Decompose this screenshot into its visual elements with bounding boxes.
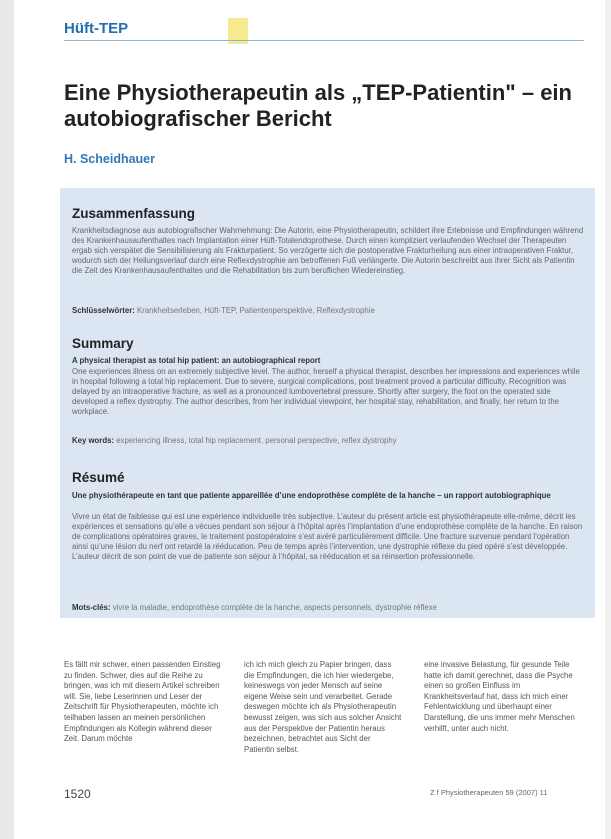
section-divider	[64, 40, 584, 41]
summary-heading: Summary	[72, 336, 134, 351]
keywords-text: experiencing illness, total hip replacement, personal perspective, reflex dystrophy	[116, 436, 397, 445]
keywords-label: Schlüsselwörter:	[72, 306, 135, 315]
resume-subtitle: Une physiothérapeute en tant que patiente appareillée d’une endoprothèse complète de la hanche – un rapport autobiographique	[72, 491, 551, 500]
zusammenfassung-keywords	[72, 306, 584, 316]
body-column-3: eine invasive Belastung, für gesunde Teile hatte ich damit gerechnet, dass die Psyche einen so großen Einfluss im Krankheitsverlauf hat, dass ich mich einer Fehlentwicklung und überhaupt einer Darstellung, die uns immer mehr Menschen verhilft, unter auch nicht.	[424, 660, 575, 733]
body-column-2: ich ich mich gleich zu Papier bringen, dass die Empfindungen, die ich hier wiedergebe, keineswegs von jeder Mensch auf seine eigene Weise sein und verarbeitet. Gerade deswegen möchte ich als Physiotherapeutin bewusst zeigen, was sich aus solcher Ansicht aus der Perspektive der Patientin heraus bezeichnen, betrachtet aus Sicht der Patientin selbst.	[244, 660, 402, 754]
body-column-1: Es fällt mir schwer, einen passenden Einstieg zu finden. Schwer, dies auf die Reihe zu bringen, was ich mit diesem Artikel schreiben will. Sie, liebe Leserinnen und Leser der Zeitschrift für Physiotherapeuten, möchte ich teilhaben lassen an meinen persönlichen Empfindungen als Kollegin während dieser Zeit. Darum möchte	[64, 660, 221, 744]
scan-edge-left	[0, 0, 14, 839]
journal-citation: Z f Physiotherapeuten 59 (2007) 11	[430, 788, 548, 797]
article-title: Eine Physiotherapeutin als „TEP-Patientin" – ein autobiografischer Bericht	[64, 80, 572, 131]
zusammenfassung-heading: Zusammenfassung	[72, 206, 196, 221]
summary-body: One experiences illness on an extremely subjective level. The author, herself a physical therapist, describes her impressions and experiences while in hospital following a total hip replacement. Due to severe, surgical complications, post treatment proved a particular difficulty. Recognition was delayed by an intraoperative fracture, as well as a pronounced lumbovertebral pressure. Shortly after surgery, the foot on the operated side developed a reflex dystrophy. The author describes, from her individual viewpoint, her hospital stay, rehabilitation, and finally, her return to the workplace.	[72, 367, 580, 416]
keywords-label: Key words:	[72, 436, 115, 445]
keywords-text: vivre la maladie, endoprothèse complète de la hanche, aspects personnels, dystrophie réflexe	[112, 603, 437, 612]
zusammenfassung-body: Krankheitsdiagnose aus autobiografischer Wahrnehmung: Die Autorin, eine Physiotherapeutin, schildert ihre Erlebnisse und Empfindungen während des Krankenhausaufenthaltes nach Implantation einer Hüft-Totalendoprothese. Durch einen kompliziert verlaufenden Wechsel der Therapeuten ergab sich verspätet die Sensibilisierung als Frakturpatient. So verzögerte sich die postoperative Frakturheilung aus einer intraoperativen Fraktur, wodurch sich der Heilungsverlauf durch eine Reflexdystrophie am betroffenen Fuß verlängerte. Die Autorin beschreibt aus ihrer Sicht als Patientin die Zeit des Krankenhausaufenthaltes und die Rehabilitation bis zum beruflichen Wiedereinstieg.	[72, 226, 584, 275]
resume-keywords	[72, 603, 584, 613]
resume-heading: Résumé	[72, 470, 125, 485]
keywords-text: Krankheitserleben, Hüft-TEP, Patientenperspektive, Reflexdystrophie	[137, 306, 375, 315]
section-tag: Hüft-TEP	[64, 20, 129, 37]
keywords-label: Mots-clés:	[72, 603, 111, 612]
page-number: 1520	[64, 787, 91, 801]
summary-subtitle: A physical therapist as total hip patient: an autobiographical report	[72, 356, 321, 365]
article-author: H. Scheidhauer	[64, 152, 155, 166]
resume-body: Vivre un état de faiblesse qui est une expérience individuelle très subjective. L’auteur du présent article est physiothérapeute elle-même, décrit les expériences et sensations qu’elle a vécues pendant son séjour à l’hôpital après l’implantation d’une endoprothèse complète de la hanche. En raison de complications opératoires graves, le traitement postopératoire s’est avéré particulièrement difficile. Une fracture survenue pendant l’opération ainsi qu’une lésion du nerf ont retardé la rééducation. Peu de temps après l’intervention, une dystrophie réflexe du pied opéré s’est développée. L’auteur décrit de son point de vue de patiente son séjour à l’hôpital, sa rééducation et sa réinsertion professionnelle.	[72, 512, 583, 561]
summary-keywords	[72, 436, 584, 446]
scan-edge-right	[605, 0, 611, 839]
